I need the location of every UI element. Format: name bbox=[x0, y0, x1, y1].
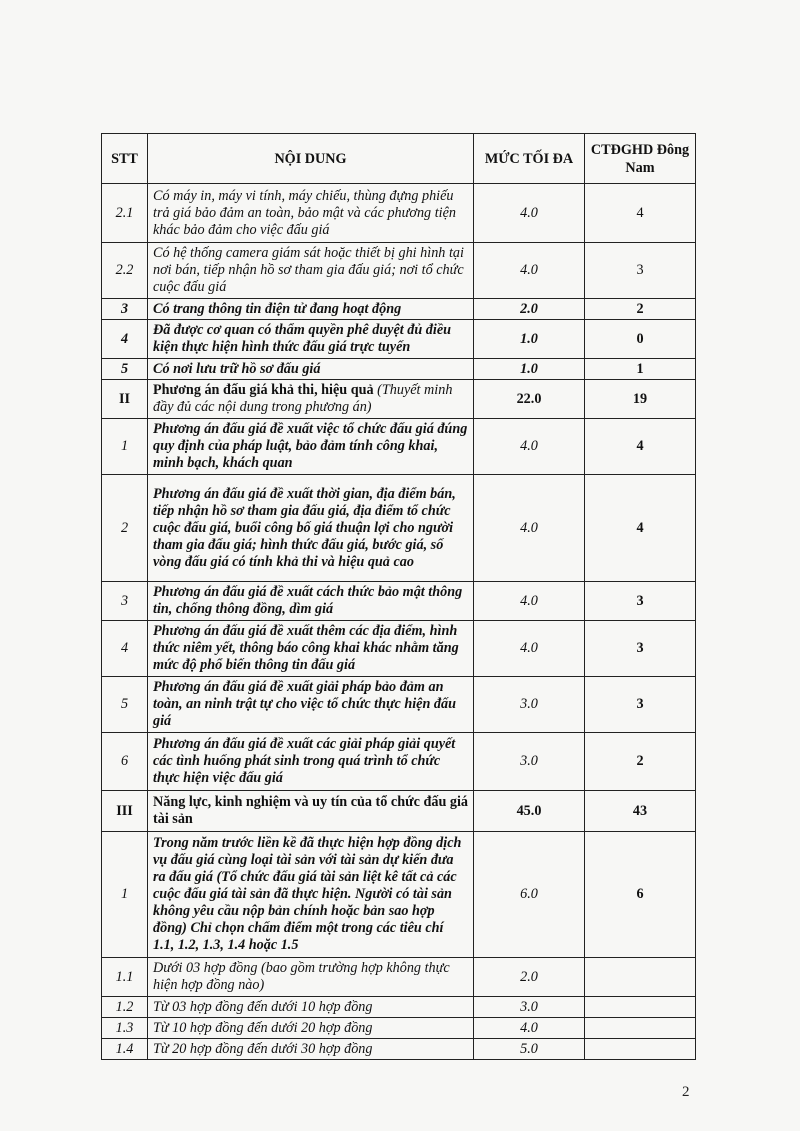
row-content: Phương án đấu giá đề xuất cách thức bảo mật thông tin, chống thông đồng, dìm giá bbox=[148, 582, 474, 621]
row-max: 2.0 bbox=[474, 299, 585, 320]
row-content-note: (Thuyết minh đầy đủ các nội dung trong phương án) bbox=[153, 382, 453, 415]
row-content: Từ 10 hợp đồng đến dưới 20 hợp đồng bbox=[148, 1018, 474, 1039]
table-row bbox=[102, 733, 696, 791]
score-table bbox=[101, 133, 696, 1060]
row-max: 4.0 bbox=[474, 582, 585, 621]
row-max: 4.0 bbox=[474, 1018, 585, 1039]
row-max: 4.0 bbox=[474, 184, 585, 243]
row-score: 6 bbox=[585, 832, 696, 958]
table-row bbox=[102, 997, 696, 1018]
table-row bbox=[102, 359, 696, 380]
row-content: Từ 03 hợp đồng đến dưới 10 hợp đồng bbox=[148, 997, 474, 1018]
table-row bbox=[102, 475, 696, 582]
row-stt: 6 bbox=[102, 733, 148, 791]
table-row bbox=[102, 621, 696, 677]
row-content: Có máy in, máy vi tính, máy chiếu, thùng đựng phiếu trả giá bảo đảm an toàn, bảo mật và các phương tiện khác bảo đảm cho việc đấu giá bbox=[148, 184, 474, 243]
table-row bbox=[102, 380, 696, 419]
row-max: 3.0 bbox=[474, 997, 585, 1018]
row-max: 1.0 bbox=[474, 320, 585, 359]
row-stt: 1 bbox=[102, 419, 148, 475]
row-content: Có nơi lưu trữ hồ sơ đấu giá bbox=[148, 359, 474, 380]
table-row bbox=[102, 419, 696, 475]
row-stt: 3 bbox=[102, 299, 148, 320]
row-content: Từ 20 hợp đồng đến dưới 30 hợp đồng bbox=[148, 1039, 474, 1060]
row-content: Phương án đấu giá đề xuất việc tổ chức đấu giá đúng quy định của pháp luật, bảo đảm tính công khai, minh bạch, khách quan bbox=[148, 419, 474, 475]
row-stt: 2.1 bbox=[102, 184, 148, 243]
row-stt: 4 bbox=[102, 320, 148, 359]
row-max: 4.0 bbox=[474, 243, 585, 299]
row-score: 1 bbox=[585, 359, 696, 380]
row-score bbox=[585, 997, 696, 1018]
header-score: CTĐGHD Đông Nam bbox=[585, 134, 696, 184]
row-score: 43 bbox=[585, 791, 696, 832]
row-max: 6.0 bbox=[474, 832, 585, 958]
row-content-main: Phương án đấu giá khả thi, hiệu quả bbox=[153, 382, 374, 398]
row-score bbox=[585, 1018, 696, 1039]
row-max: 22.0 bbox=[474, 380, 585, 419]
row-max: 4.0 bbox=[474, 475, 585, 582]
row-max: 4.0 bbox=[474, 419, 585, 475]
row-score: 3 bbox=[585, 243, 696, 299]
row-max: 2.0 bbox=[474, 958, 585, 997]
row-score bbox=[585, 1039, 696, 1060]
row-max: 3.0 bbox=[474, 733, 585, 791]
row-score: 4 bbox=[585, 184, 696, 243]
table-row bbox=[102, 832, 696, 958]
row-stt: 1.4 bbox=[102, 1039, 148, 1060]
header-content: NỘI DUNG bbox=[148, 134, 474, 184]
row-stt: III bbox=[102, 791, 148, 832]
row-content: Dưới 03 hợp đồng (bao gồm trường hợp không thực hiện hợp đồng nào) bbox=[148, 958, 474, 997]
row-score bbox=[585, 958, 696, 997]
row-stt: 1.3 bbox=[102, 1018, 148, 1039]
table-row bbox=[102, 1018, 696, 1039]
table-row bbox=[102, 299, 696, 320]
row-stt: II bbox=[102, 380, 148, 419]
row-stt: 3 bbox=[102, 582, 148, 621]
row-content: Phương án đấu giá đề xuất thêm các địa điểm, hình thức niêm yết, thông báo công khai khác nhằm tăng mức độ phổ biến thông tin đấu giá bbox=[148, 621, 474, 677]
row-score: 0 bbox=[585, 320, 696, 359]
row-content: Có hệ thống camera giám sát hoặc thiết bị ghi hình tại nơi bán, tiếp nhận hồ sơ tham gia đấu giá; nơi tổ chức cuộc đấu giá bbox=[148, 243, 474, 299]
row-score: 3 bbox=[585, 582, 696, 621]
row-max: 45.0 bbox=[474, 791, 585, 832]
header-stt: STT bbox=[102, 134, 148, 184]
row-stt: 5 bbox=[102, 359, 148, 380]
row-max: 3.0 bbox=[474, 677, 585, 733]
row-score: 3 bbox=[585, 621, 696, 677]
table-row bbox=[102, 243, 696, 299]
row-score: 2 bbox=[585, 733, 696, 791]
table-row bbox=[102, 958, 696, 997]
row-content: Phương án đấu giá đề xuất giải pháp bảo đảm an toàn, an ninh trật tự cho việc tổ chức thực hiện đấu giá bbox=[148, 677, 474, 733]
row-content: Có trang thông tin điện tử đang hoạt động bbox=[148, 299, 474, 320]
row-content: Trong năm trước liền kề đã thực hiện hợp đồng dịch vụ đấu giá cùng loại tài sản với tài sản dự kiến đưa ra đấu giá (Tổ chức đấu giá tài sản liệt kê tất cả các cuộc đấu giá tài sản đã thực hiện. Người có tài sản không yêu cầu nộp bản chính hoặc bản sao hợp đồng) Chỉ chọn chấm điểm một trong các tiêu chí 1.1, 1.2, 1.3, 1.4 hoặc 1.5 bbox=[148, 832, 474, 958]
row-stt: 2 bbox=[102, 475, 148, 582]
row-content: Năng lực, kinh nghiệm và uy tín của tổ chức đấu giá tài sản bbox=[148, 791, 474, 832]
row-score: 4 bbox=[585, 419, 696, 475]
row-max: 4.0 bbox=[474, 621, 585, 677]
row-stt: 2.2 bbox=[102, 243, 148, 299]
row-content: Phương án đấu giá đề xuất thời gian, địa điểm bán, tiếp nhận hồ sơ tham gia đấu giá, địa điểm tổ chức cuộc đấu giá, buổi công bố giá thuận lợi cho người tham gia đấu giá; hình thức đấu giá, bước giá, số vòng đấu giá có tính khả thi và hiệu quả cao bbox=[148, 475, 474, 582]
row-stt: 4 bbox=[102, 621, 148, 677]
row-score: 2 bbox=[585, 299, 696, 320]
row-score: 19 bbox=[585, 380, 696, 419]
table-row bbox=[102, 1039, 696, 1060]
row-stt: 5 bbox=[102, 677, 148, 733]
row-content bbox=[148, 380, 474, 419]
row-max: 1.0 bbox=[474, 359, 585, 380]
row-score: 4 bbox=[585, 475, 696, 582]
row-content: Đã được cơ quan có thẩm quyền phê duyệt đủ điều kiện thực hiện hình thức đấu giá trực tuyến bbox=[148, 320, 474, 359]
row-score: 3 bbox=[585, 677, 696, 733]
row-stt: 1.1 bbox=[102, 958, 148, 997]
row-stt: 1.2 bbox=[102, 997, 148, 1018]
row-stt: 1 bbox=[102, 832, 148, 958]
table-row bbox=[102, 677, 696, 733]
table-header-row bbox=[102, 134, 696, 184]
table-row bbox=[102, 320, 696, 359]
table-row bbox=[102, 184, 696, 243]
header-max: MỨC TỐI ĐA bbox=[474, 134, 585, 184]
page-number: 2 bbox=[682, 1084, 690, 1100]
row-max: 5.0 bbox=[474, 1039, 585, 1060]
table-row bbox=[102, 582, 696, 621]
table-row bbox=[102, 791, 696, 832]
row-content: Phương án đấu giá đề xuất các giải pháp giải quyết các tình huống phát sinh trong quá trình tổ chức thực hiện việc đấu giá bbox=[148, 733, 474, 791]
